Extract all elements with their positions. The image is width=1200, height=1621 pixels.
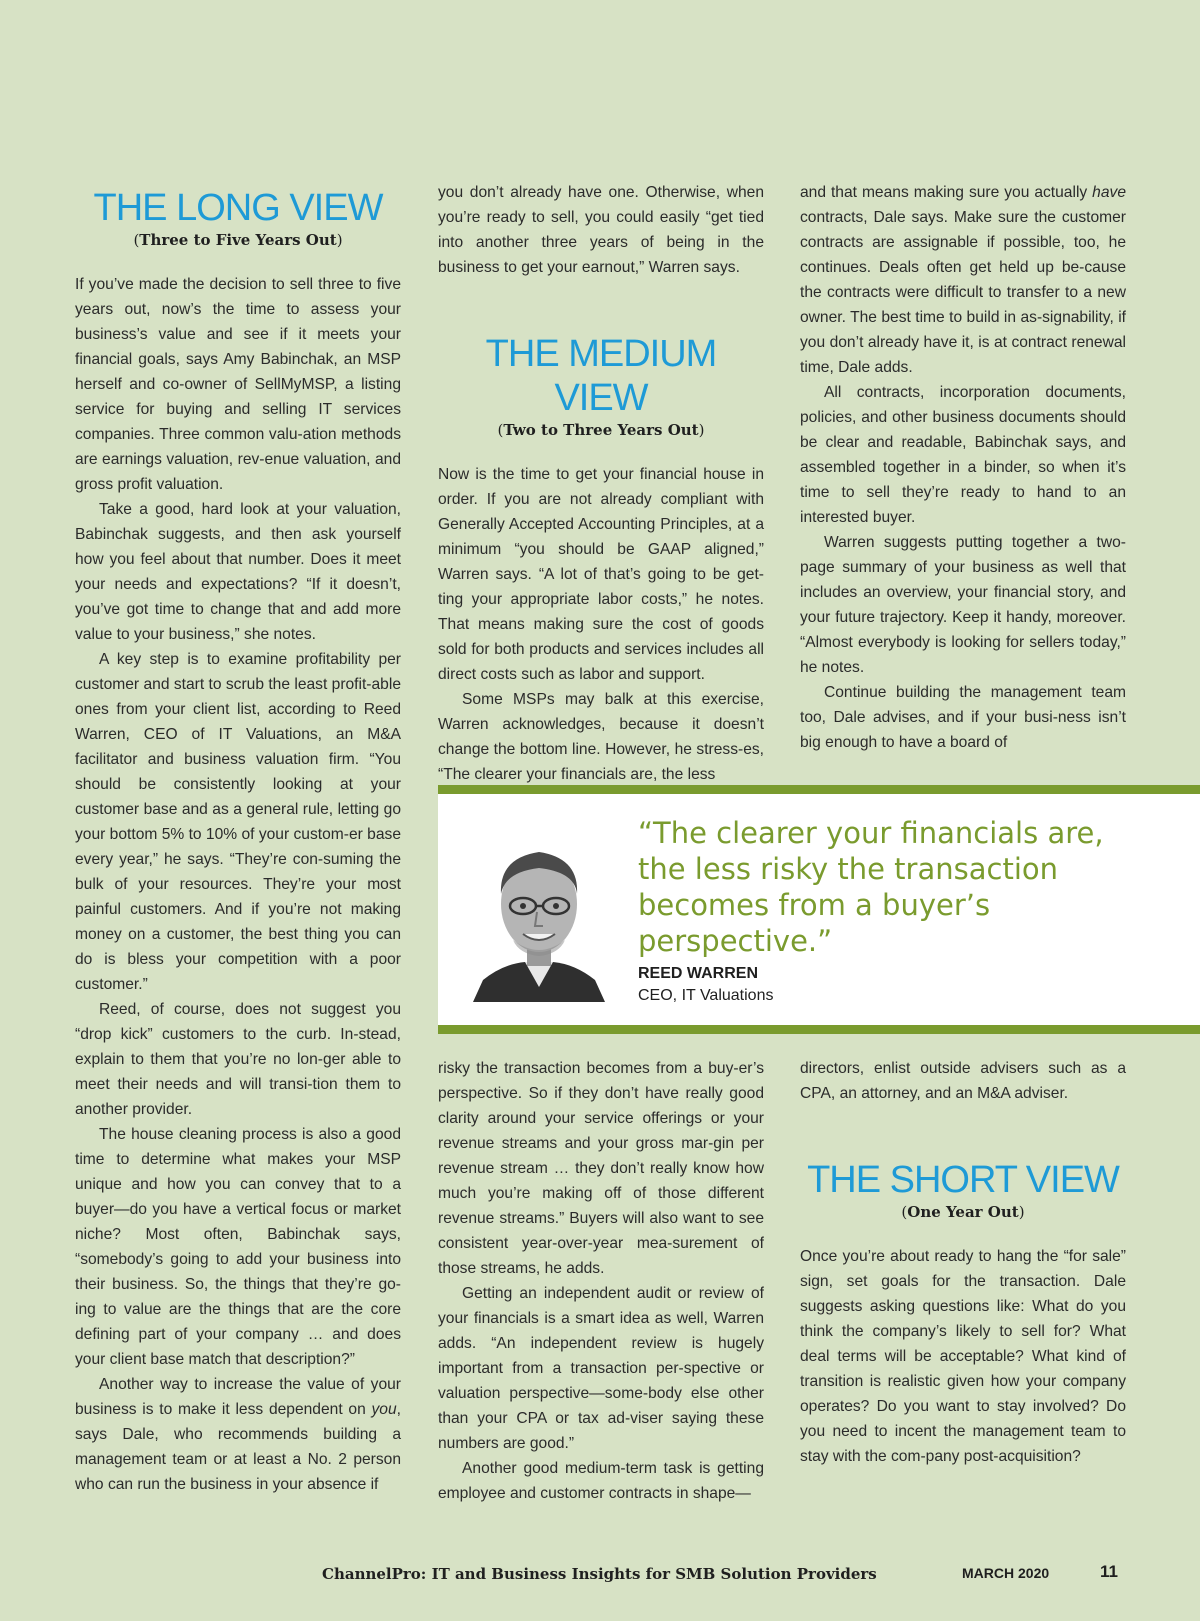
section-subheading-long-view: (Three to Five Years Out) (133, 231, 343, 249)
paragraph: and that means making sure you actually have contracts, Dale says. Make sure the customer contracts are assignable if possible, too, he continues. Deals often get held up be-cause the contracts were difficult to transfer to a new owner. The best time to build in as-signability, if you don’t already have it, is at contract renewal time, Dale adds. (800, 184, 1126, 376)
section-heading-medium-view: THE MEDIUM VIEW (485, 333, 717, 419)
paragraph: All contracts, incorporation documents, policies, and other business documents should be clear and readable, Babinchak says, and assembled together in a binder, so when it’s time to sell they’re ready to hand to an interested buyer. (800, 384, 1126, 526)
paragraph: A key step is to examine profitability per customer and start to scrub the least profit-able ones from your client list, according to Reed Warren, CEO of IT Valuations, an M&A facilitator and business valuation firm. “You should be consistently looking at your customer base and as a general rule, letting go your bottom 5% to 10% of your custom-er base every year,” he says. “They’re con-suming the bulk of your resources. They’re your most painful customers. And if you’re not making money on a customer, the best thing you can do is bless your competition with a poor customer.” (75, 651, 401, 993)
paragraph: directors, enlist outside advisers such as a CPA, an attorney, and an M&A adviser. (800, 1060, 1126, 1102)
section-heading-long-view: THE LONG VIEW (93, 187, 383, 229)
footer-date: MARCH 2020 (962, 1565, 1050, 1581)
paragraph: Warren suggests putting together a two-page summary of your business as well that includes an overview, your financial story, and your future trajectory. Keep it handy, moreover. “Almost everybody is looking for sellers today,” he notes. (800, 534, 1126, 676)
paragraph: Take a good, hard look at your valuation, Babinchak suggests, and then ask yourself how you feel about that number. Does it meet your needs and expectations? “If it doesn’t, you’ve got time to change that and add more value to your business,” she notes. (75, 501, 401, 643)
section-heading-short-view: THE SHORT VIEW (807, 1159, 1119, 1201)
column-2-top (438, 180, 764, 787)
footer-publication: ChannelPro: IT and Business Insights for SMB Solution Providers (322, 1565, 877, 1583)
paragraph: Another good medium-term task is getting employee and customer contracts in shape— (438, 1460, 764, 1502)
pullquote-name: REED WARREN (638, 965, 759, 982)
page-number: 11 (1100, 1562, 1118, 1581)
reed-warren-portrait (463, 822, 615, 1002)
pullquote-title: CEO, IT Valuations (638, 987, 774, 1004)
paragraph: you don’t already have one. Otherwise, when you’re ready to sell, you could easily “get tied into another three years of being in the business to get your earnout,” Warren says. (438, 184, 764, 276)
paragraph: The house cleaning process is also a good time to determine what makes your MSP unique and how you can convey that to a buyer—do you have a vertical focus or market niche? Most often, Babinchak says, “somebody’s going to add your business into their business. So, the things that they’re go-ing to value are the things that are the core defining part of your company … and does your client base match that description?” (75, 1126, 401, 1368)
pullquote-text: “The clearer your financials are, the less risky the transaction becomes from a buyer’s perspective.” (638, 816, 1104, 958)
paragraph: Another way to increase the value of your business is to make it less dependent on you, says Dale, who recommends building a management team or at least a No. 2 person who can run the business in your absence if (75, 1376, 401, 1493)
section-subheading-medium-view: (Two to Three Years Out) (497, 421, 705, 439)
paragraph: Continue building the management team too, Dale advises, and if your busi-ness isn’t big enough to have a board of (800, 684, 1126, 751)
paragraph: If you’ve made the decision to sell three to five years out, now’s the time to assess your business’s value and see if it meets your financial goals, says Amy Babinchak, an MSP herself and co-owner of SellMyMSP, a listing service for buying and selling IT services companies. Three common valu-ation methods are earnings valuation, rev-enue valuation, and gross profit valuation. (75, 276, 401, 493)
section-subheading-short-view: (One Year Out) (901, 1203, 1025, 1221)
paragraph: Reed, of course, does not suggest you “drop kick” customers to the curb. In-stead, explain to them that you’re no lon-ger able to meet their needs and will transi-tion them to another provider. (75, 1001, 401, 1118)
column-3-bottom (800, 1056, 1126, 1469)
column-3-top (800, 180, 1126, 755)
paragraph: risky the transaction becomes from a buy-er’s perspective. So if they don’t have really good clarity around your service offerings or your revenue streams and your gross mar-gin per revenue stream … they don’t really know how much you’re making off of those different revenue streams.” Buyers will also want to see consistent year-over-year mea-surement of those streams, he adds. (438, 1060, 764, 1277)
paragraph: Getting an independent audit or review of your financials is a smart idea as well, Warren adds. “An independent review is hugely important from a transaction per-spective or valuation perspective—some-body else other than your CPA or tax ad-viser saying these numbers are good.” (438, 1285, 764, 1452)
paragraph: Some MSPs may balk at this exercise, Warren acknowledges, because it doesn’t change the bottom line. However, he stress-es, “The clearer your financials are, the less (438, 691, 764, 783)
column-1 (75, 186, 401, 1497)
paragraph: Now is the time to get your financial house in order. If you are not already compliant with Generally Accepted Accounting Principles, at a minimum “you should be GAAP aligned,” Warren says. “A lot of that’s going to be get-ting your appropriate labor costs,” he notes. That means making sure the cost of goods sold for both products and services includes all direct costs such as labor and support. (438, 466, 764, 683)
column-2-bottom (438, 1056, 764, 1506)
paragraph: Once you’re about ready to hang the “for sale” sign, set goals for the transaction. Dale suggests asking questions like: What do you think the company’s likely to sell for? What deal terms will be acceptable? What kind of transition is realistic given how your company operates? Do you want to stay involved? Do you need to incent the management team to stay with the com-pany post-acquisition? (800, 1248, 1126, 1465)
